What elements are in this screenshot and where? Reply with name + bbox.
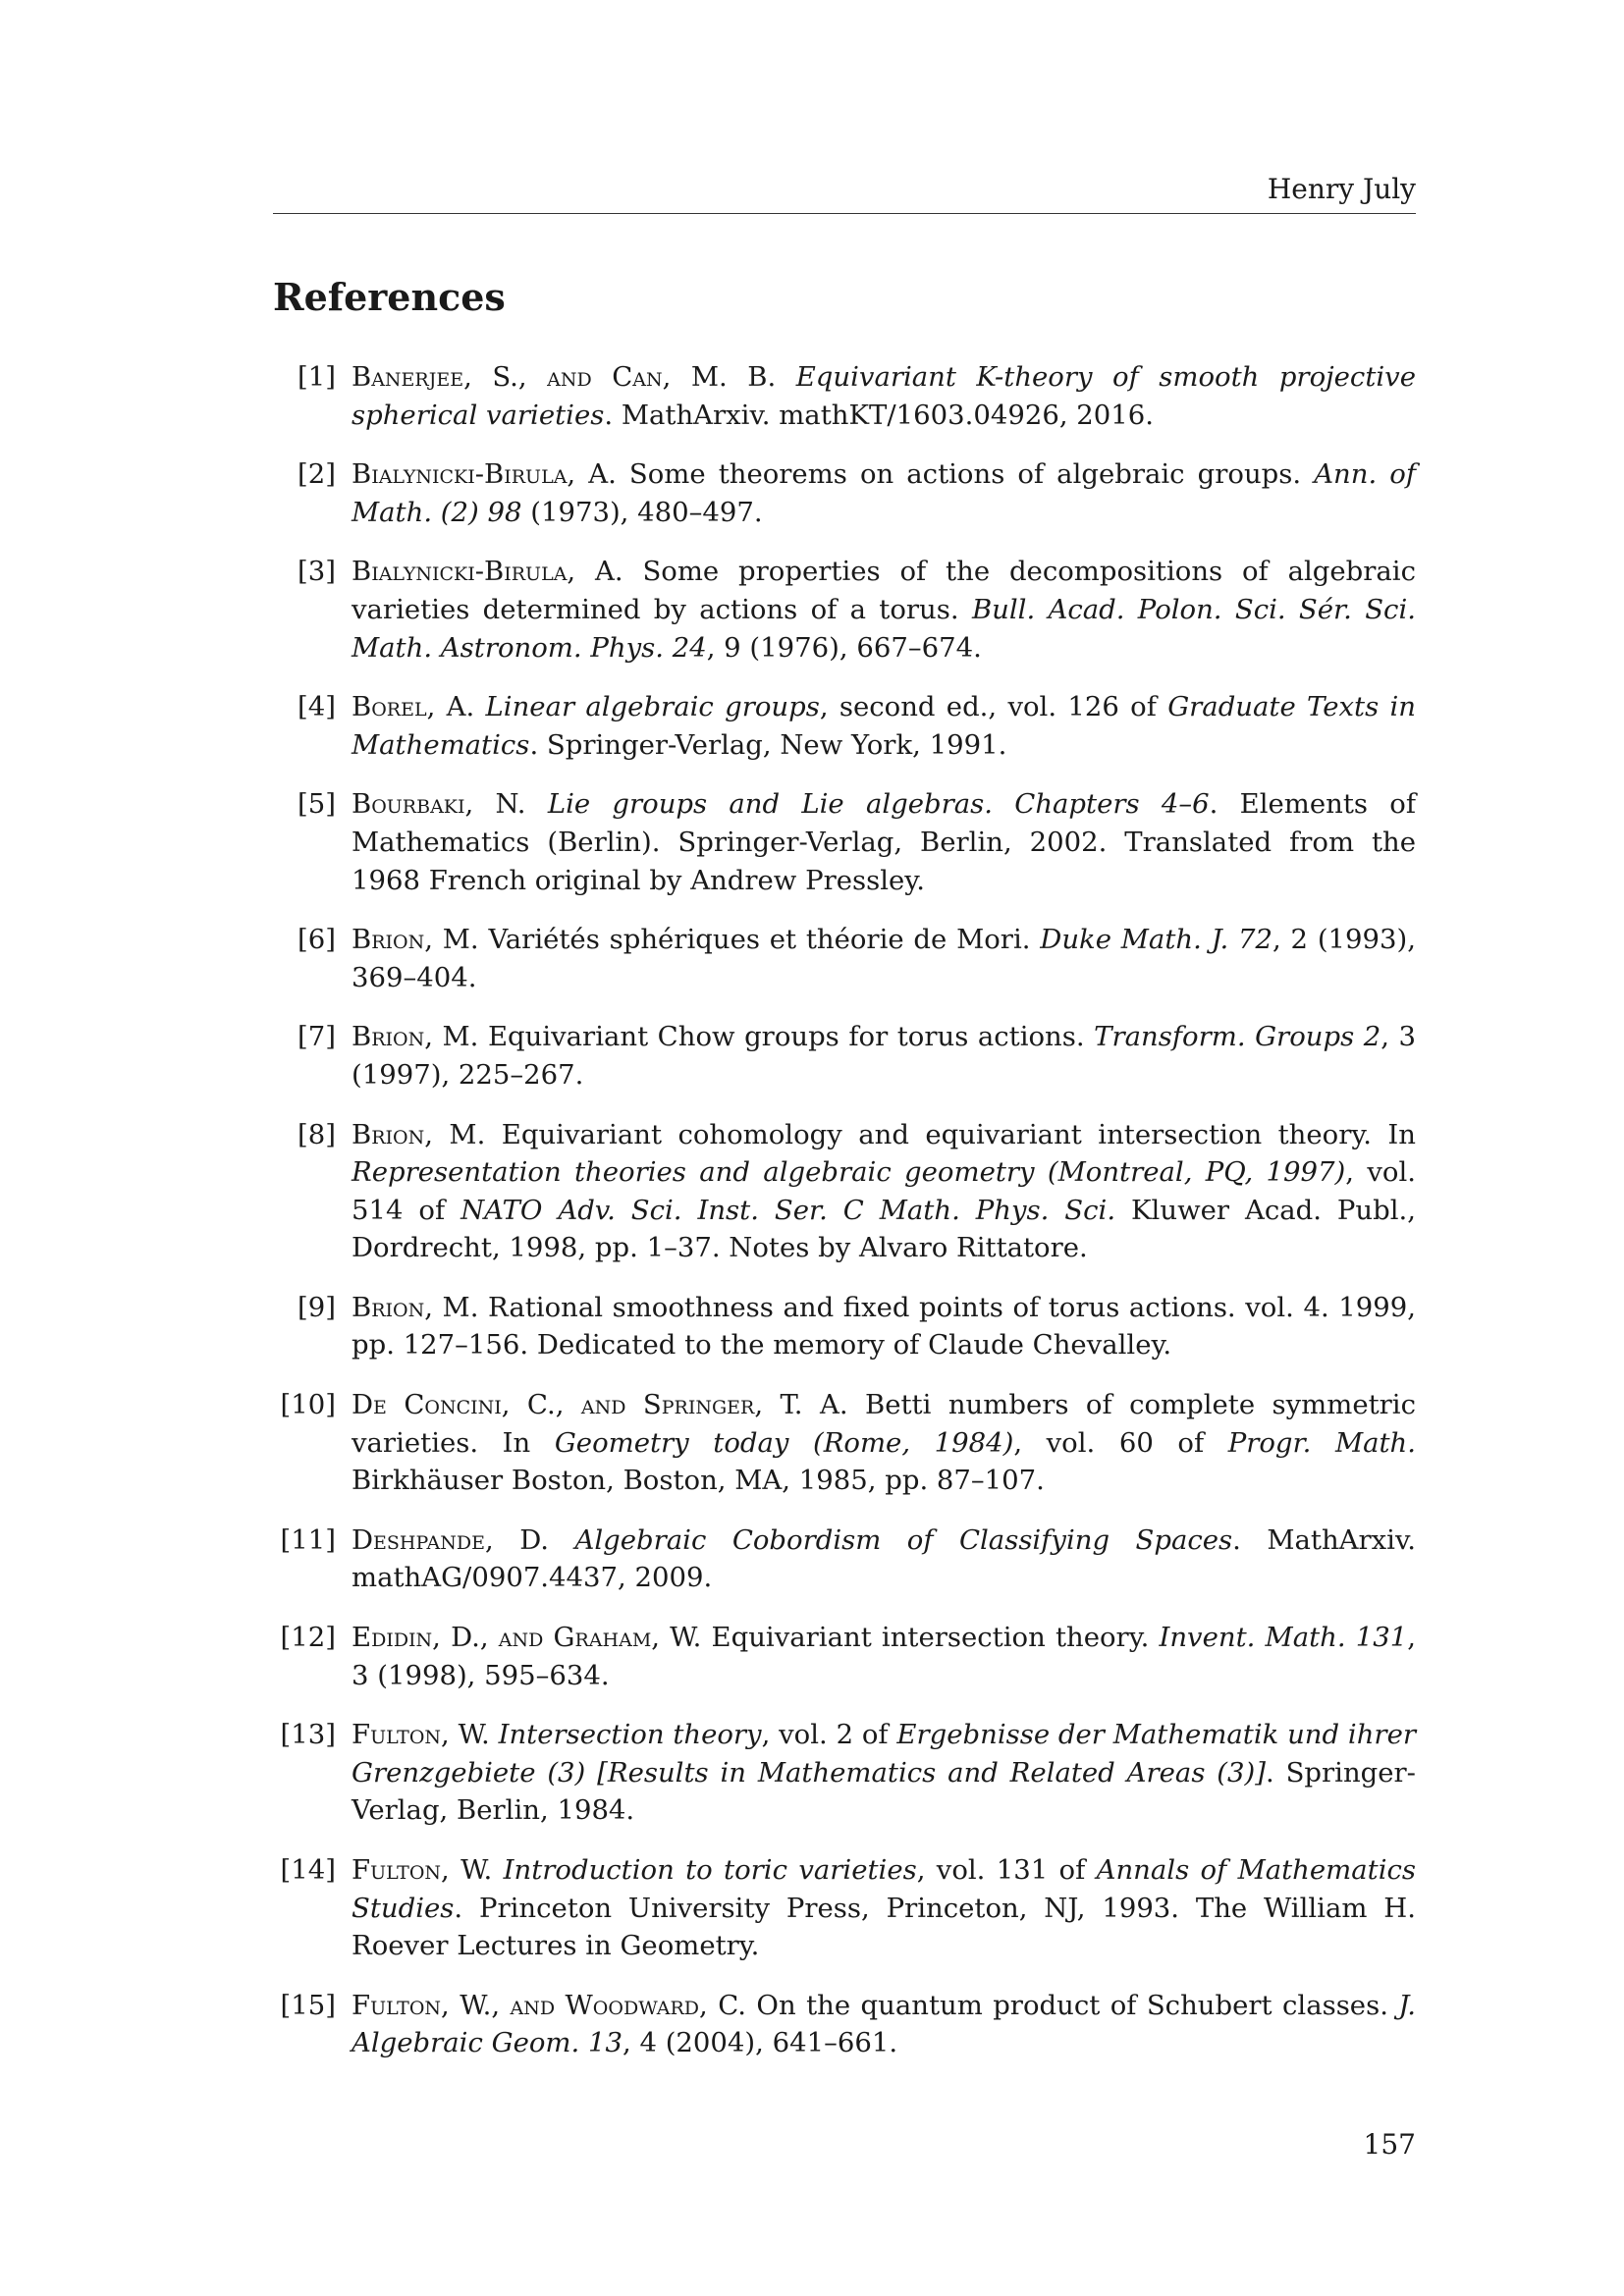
reference-segment: , vol. 60 of xyxy=(1013,1426,1228,1459)
reference-authors: Borel, A. xyxy=(352,691,475,723)
reference-text xyxy=(352,1851,1416,1965)
reference-segment: , vol. 2 of xyxy=(761,1719,897,1751)
reference-authors: De Concini, C., and Springer, T. A. xyxy=(352,1389,848,1421)
reference-text xyxy=(352,921,1416,996)
reference-segment: On the quantum product of Schubert classes. xyxy=(746,1989,1399,2021)
reference-authors: Brion, M. xyxy=(352,1021,479,1053)
reference-segment: . Springer-Verlag, Berlin, 1984. xyxy=(352,1756,1416,1827)
reference-text xyxy=(352,553,1416,667)
reference-segment xyxy=(490,1719,499,1750)
reference-number: [8] xyxy=(298,1118,336,1150)
reference-title-italic: Linear algebraic groups xyxy=(485,691,820,723)
reference-text xyxy=(352,1716,1416,1830)
reference-item xyxy=(273,1289,1416,1364)
reference-text xyxy=(352,455,1416,531)
reference-text xyxy=(352,1987,1416,2062)
reference-segment: , 3 (1998), 595–634. xyxy=(352,1622,1416,1691)
reference-text xyxy=(352,1116,1416,1267)
reference-segment: Birkhäuser Boston, Boston, MA, 1985, pp. 87–107. xyxy=(352,1465,1045,1497)
reference-authors: Brion, M. xyxy=(352,924,479,956)
reference-title-italic: Algebraic Cobordism of Classifying Spaces xyxy=(574,1523,1233,1556)
reference-segment: Equivariant intersection theory. xyxy=(701,1622,1160,1654)
reference-authors: Deshpande, D. xyxy=(352,1523,550,1556)
reference-title-italic: Invent. Math. 131 xyxy=(1159,1622,1408,1654)
reference-number: [12] xyxy=(280,1622,336,1654)
reference-number: [14] xyxy=(280,1854,336,1886)
reference-number: [11] xyxy=(280,1523,336,1556)
reference-item xyxy=(273,1851,1416,1965)
reference-segment: Some properties of the decompositions of algebraic varieties determined by actions of a torus. xyxy=(352,556,1416,625)
reference-item xyxy=(273,785,1416,899)
reference-segment: . Princeton University Press, Princeton, NJ, 1993. The William H. Roever Lectures in Geometry. xyxy=(352,1892,1416,1962)
reference-authors: Bourbaki, N. xyxy=(352,788,526,821)
reference-title-italic: Progr. Math. xyxy=(1227,1426,1416,1459)
reference-title-italic: Geometry today (Rome, 1984) xyxy=(554,1426,1014,1459)
reference-segment: , 2 (1993), 369–404. xyxy=(352,924,1417,993)
reference-number: [4] xyxy=(298,691,336,723)
reference-segment: . Springer-Verlag, New York, 1991. xyxy=(529,728,1007,761)
reference-item xyxy=(273,553,1416,667)
reference-segment: Rational smoothness and fixed points of torus actions. vol. 4. 1999, pp. 127–156. Dedicated to the memory of Claude Chevalley. xyxy=(352,1291,1416,1362)
reference-title-italic: Representation theories and algebraic geometry (Montreal, PQ, 1997) xyxy=(352,1156,1346,1189)
reference-authors: Brion, M. xyxy=(352,1118,486,1150)
reference-item xyxy=(273,1619,1416,1694)
reference-item xyxy=(273,1116,1416,1267)
reference-segment xyxy=(549,1524,574,1556)
reference-authors: Fulton, W. xyxy=(352,1719,490,1751)
reference-item xyxy=(273,688,1416,764)
reference-segment: (1973), 480–497. xyxy=(521,496,763,528)
reference-segment: , 9 (1976), 667–674. xyxy=(706,631,982,664)
reference-text xyxy=(352,785,1416,899)
reference-title-italic: Introduction to toric varieties xyxy=(503,1854,917,1886)
reference-segment: Equivariant Chow groups for torus actions. xyxy=(478,1021,1095,1053)
reference-segment: , 3 (1997), 225–267. xyxy=(352,1021,1417,1091)
reference-number: [6] xyxy=(298,924,336,956)
reference-number: [9] xyxy=(298,1291,336,1323)
reference-authors: Banerjee, S., and Can, M. B. xyxy=(352,361,777,393)
reference-segment: , 4 (2004), 641–661. xyxy=(622,2027,898,2059)
running-title: Henry July xyxy=(1267,173,1416,205)
reference-segment xyxy=(776,361,796,393)
reference-title-italic: Equivariant K-theory of smooth projective spherical varieties xyxy=(352,361,1416,431)
reference-text xyxy=(352,1386,1416,1500)
reference-number: [2] xyxy=(298,458,336,491)
reference-segment: , vol. 131 of xyxy=(916,1854,1097,1886)
reference-segment xyxy=(492,1854,503,1886)
reference-segment: Equivariant cohomology and equivariant intersection theory. In xyxy=(485,1118,1417,1150)
reference-segment xyxy=(474,691,485,722)
reference-number: [3] xyxy=(298,556,336,588)
reference-segment: . MathArxiv. mathAG/0907.4437, 2009. xyxy=(352,1523,1416,1594)
reference-number: [15] xyxy=(280,1989,336,2021)
reference-title-italic: Ergebnisse der Mathematik und ihrer Grenzgebiete (3) [Results in Mathematics and Related Areas (3)] xyxy=(352,1719,1416,1789)
reference-item xyxy=(273,1987,1416,2062)
reference-authors: Bialynicki-Birula, A. xyxy=(352,556,623,588)
reference-authors: Fulton, W., and Woodward, C. xyxy=(352,1989,746,2021)
running-header xyxy=(273,173,1416,214)
reference-authors: Fulton, W. xyxy=(352,1854,493,1886)
reference-title-italic: Transform. Groups 2 xyxy=(1094,1021,1381,1053)
reference-segment xyxy=(526,788,548,820)
reference-item xyxy=(273,921,1416,996)
page-number: 157 xyxy=(1363,2128,1416,2161)
reference-title-italic: J. Algebraic Geom. 13 xyxy=(352,1989,1416,2059)
reference-authors: Brion, M. xyxy=(352,1291,479,1323)
reference-number: [5] xyxy=(298,788,336,821)
reference-segment: , second ed., vol. 126 of xyxy=(819,691,1168,723)
reference-segment: Variétés sphériques et théorie de Mori. xyxy=(478,924,1041,956)
reference-number: [10] xyxy=(280,1389,336,1421)
reference-item xyxy=(273,1522,1416,1597)
reference-segment: . MathArxiv. mathKT/1603.04926, 2016. xyxy=(604,399,1155,431)
reference-text xyxy=(352,688,1416,764)
reference-title-italic: Annals of Mathematics Studies xyxy=(352,1854,1416,1924)
reference-number: [7] xyxy=(298,1021,336,1053)
reference-number: [1] xyxy=(298,361,336,393)
reference-item xyxy=(273,1716,1416,1830)
reference-item xyxy=(273,1018,1416,1094)
section-title: References xyxy=(273,275,506,319)
reference-segment: . Elements of Mathematics (Berlin). Springer-Verlag, Berlin, 2002. Translated from the 1968 French original by Andrew Pressley. xyxy=(352,788,1417,896)
reference-segment: Some theorems on actions of algebraic groups. xyxy=(616,458,1315,491)
reference-list xyxy=(273,358,1416,2084)
reference-text xyxy=(352,1619,1416,1694)
reference-segment: Kluwer Acad. Publ., Dordrecht, 1998, pp. 1–37. Notes by Alvaro Rittatore. xyxy=(352,1194,1416,1264)
reference-authors: Bialynicki-Birula, A. xyxy=(352,458,617,491)
reference-title-italic: Ann. of Math. (2) 98 xyxy=(352,458,1417,528)
reference-title-italic: Bull. Acad. Polon. Sci. Sér. Sci. Math. Astronom. Phys. 24 xyxy=(352,593,1416,664)
reference-text xyxy=(352,358,1416,434)
reference-authors: Edidin, D., and Graham, W. xyxy=(352,1622,702,1654)
reference-item xyxy=(273,1386,1416,1500)
reference-text xyxy=(352,1018,1416,1094)
reference-text xyxy=(352,1522,1416,1597)
reference-item xyxy=(273,358,1416,434)
reference-title-italic: Lie groups and Lie algebras. Chapters 4–6 xyxy=(547,788,1210,821)
reference-title-italic: NATO Adv. Sci. Inst. Ser. C Math. Phys. Sci. xyxy=(460,1194,1116,1226)
reference-number: [13] xyxy=(280,1719,336,1751)
reference-item xyxy=(273,455,1416,531)
reference-title-italic: Graduate Texts in Mathematics xyxy=(352,691,1416,761)
reference-segment: Betti numbers of complete symmetric varieties. In xyxy=(352,1389,1416,1459)
reference-title-italic: Duke Math. J. 72 xyxy=(1040,924,1273,956)
reference-title-italic: Intersection theory xyxy=(498,1719,762,1751)
reference-segment: , vol. 514 of xyxy=(352,1156,1416,1226)
reference-text xyxy=(352,1289,1416,1364)
